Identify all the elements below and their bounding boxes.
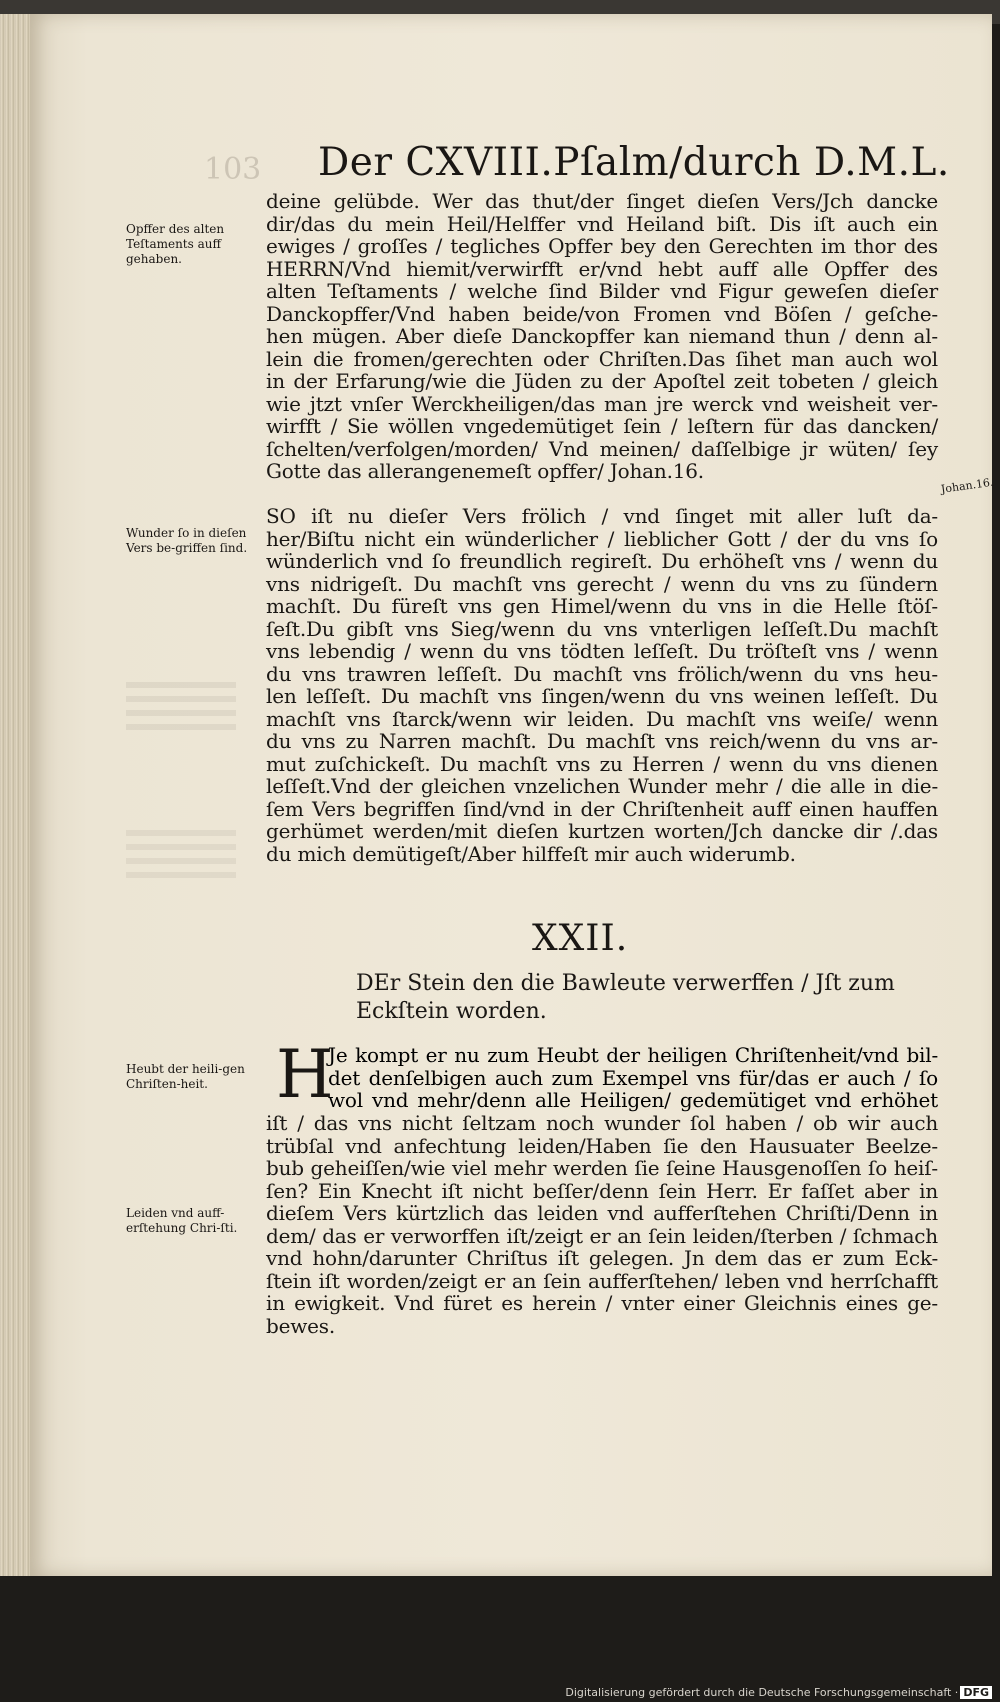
text-line: Danckopffer/Vnd haben beide/von Fromen vnd Böſen / geſche- xyxy=(266,301,938,326)
section-number: XXII. xyxy=(532,918,629,959)
text-line: machſt vns ſtarck/wenn wir leiden. Du machſt vns weiſe/ wenn xyxy=(266,706,938,731)
text-line: wie jtzt vnſer Werckheiligen/das man jre werck vnd weisheit ver- xyxy=(266,391,938,416)
text-line: du mich demütigeſt/Aber hilffeſt mir auch widerumb. xyxy=(266,841,796,866)
text-line: SO iſt nu dieſer Vers frölich / vnd ſinget mit aller luſt da- xyxy=(266,504,938,528)
text-line: ſtein iſt worden/zeigt er an ſein aufferſtehen/ leben vnd herrſchafft xyxy=(266,1268,938,1293)
bleed-through-page-number: 103 xyxy=(204,152,262,187)
text-line: trübſal vnd anfechtung leiden/Haben ſie den Hausuater Beelze- xyxy=(266,1133,938,1158)
bleed-through-marks xyxy=(126,682,236,730)
paragraph-bottom xyxy=(266,1112,938,1337)
margin-note-wunder: Wunder ſo in dieſen Vers be-griffen ſind. xyxy=(126,526,248,555)
text-line: in ewigkeit. Vnd füret es herein / vnter einer Gleichnis eines ge- xyxy=(266,1291,938,1315)
digitization-credit xyxy=(565,1686,992,1699)
text-line: dir/das du mein Heil/Helffer vnd Heiland biſt. Dis iſt auch ein xyxy=(266,211,938,236)
running-header: Der CXVIII.Pſalm/durch D.M.L. xyxy=(318,140,950,185)
text-line: HERRN/Vnd hiemit/verwirfft er/vnd hebt auff alle Opffer des xyxy=(266,256,938,281)
text-line: dieſem Vers kürtzlich das leiden vnd aufferſtehen Chriſti/Denn in xyxy=(266,1201,938,1225)
paragraph-dropcap-lines xyxy=(328,1044,938,1112)
text-line: Gotte das allerangenemeſt opffer/ Johan.16. xyxy=(266,459,704,483)
text-line: ewiges / groſſes / tegliches Opffer bey den Gerechten im thor des xyxy=(266,234,938,258)
text-line: mut zuſchickeſt. Du machſt vns zu Herren / wenn du vns dienen xyxy=(266,751,938,776)
text-line: dem/ das er verworffen iſt/zeigt er an ſein leiden/ſterben / ſchmach xyxy=(266,1223,938,1248)
text-line: vns nidrigeſt. Du machſt vns gerecht / wenn du vns zu ſündern xyxy=(266,571,938,596)
verse-line-1: DEr Stein den die Bawleute verwerffen / Jſt zum xyxy=(356,971,895,996)
paragraph-top xyxy=(266,190,938,483)
paragraph-middle xyxy=(266,505,938,865)
text-line: wirfft / Sie wöllen vngedemütiget ſein / leſtern für das dancken/ xyxy=(266,414,938,438)
dfg-logo: DFG xyxy=(960,1686,992,1699)
text-line: ſem Vers begriffen ſind/vnd in der Chriſtenheit auff einen hauffen xyxy=(266,796,938,821)
text-line: alten Teſtaments / welche ſind Bilder vnd Figur geweſen dieſer xyxy=(266,279,938,303)
drop-cap-initial: H xyxy=(276,1036,334,1113)
scan-background-bottom xyxy=(0,1576,1000,1702)
margin-note-opffer: Opffer des alten Teſtaments auff gehaben. xyxy=(126,222,225,266)
text-line: ſen? Ein Knecht iſt nicht beſſer/denn ſein Herr. Er faſſet aber in xyxy=(266,1178,938,1203)
margin-note-heubt: Heubt der heili-gen Chriſten-heit. xyxy=(126,1062,245,1091)
margin-note-johan: Johan.16. xyxy=(940,475,995,496)
text-line: vns lebendig / wenn du vns tödten leſſeſt. Du tröſteſt vns / wenn xyxy=(266,639,938,663)
text-line: in der Erfarung/wie die Jüden zu der Apoſtel zeit tobeten / gleich xyxy=(266,369,938,393)
text-line: gerhümet werden/mit dieſen kurtzen worten/Jch dancke dir /.das xyxy=(266,819,938,843)
text-line: du vns trawren leſſeſt. Du machſt vns frölich/wenn du vns heu- xyxy=(266,661,938,686)
text-line: ſchelten/verfolgen/morden/ Vnd meinen/ daſſelbige jr wüten/ ſey xyxy=(266,436,938,461)
text-line: ſeſt.Du gibſt vns Sieg/wenn du vns vnterligen leſſeſt.Du machſt xyxy=(266,616,938,641)
text-line: her/Biſtu nicht ein wünderlicher / lieblicher Gott / der du vns ſo xyxy=(266,526,938,551)
text-line: machſt. Du füreſt vns gen Himel/wenn du vns in die Helle ſtöſ- xyxy=(266,594,938,618)
text-line: len leſſeſt. Du machſt vns ſingen/wenn du vns weinen leſſeſt. Du xyxy=(266,684,938,708)
text-line: lein die fromen/gerechten oder Chriſten.Das ſihet man auch wol xyxy=(266,346,938,371)
verse-line-2: Eckſtein worden. xyxy=(356,999,547,1024)
text-line: bewes. xyxy=(266,1313,336,1338)
credit-text: Digitalisierung gefördert durch die Deutsche Forschungsgemeinschaft · xyxy=(565,1686,959,1699)
text-line: leſſeſt.Vnd der gleichen vnzelichen Wunder mehr / die alle in die- xyxy=(266,774,938,798)
text-line: vnd hohn/darunter Chriſtus iſt gelegen. Jn dem das er zum Eck- xyxy=(266,1246,938,1270)
text-line: Je kompt er nu zum Heubt der heiligen Chriſtenheit/vnd bil- xyxy=(328,1043,938,1067)
margin-note-leiden: Leiden vnd auff-erſtehung Chri-ſti. xyxy=(126,1206,238,1235)
text-line: wol vnd mehr/denn alle Heiligen/ gedemütiget vnd erhöhet xyxy=(328,1088,938,1112)
bleed-through-marks xyxy=(126,830,236,878)
text-line: hen mügen. Aber dieſe Danckopffer kan niemand thun / denn al- xyxy=(266,324,938,348)
text-line: deine gelübde. Wer das thut/der ſinget dieſen Vers/Jch dancke xyxy=(266,189,938,213)
text-line: bub geheiſſen/wie viel mehr werden ſie ſeine Hausgenoſſen ſo heiſ- xyxy=(266,1156,938,1180)
text-line: det denſelbigen auch zum Exempel vns für/das er auch / ſo xyxy=(328,1065,938,1090)
text-line: iſt / das vns nicht ſeltzam noch wunder ſol haben / ob wir auch xyxy=(266,1111,938,1135)
text-line: du vns zu Narren machſt. Du machſt vns reich/wenn du vns ar- xyxy=(266,729,938,753)
text-line: wünderlich vnd ſo freundlich regireſt. Du erhöheſt vns / wenn du xyxy=(266,549,938,573)
